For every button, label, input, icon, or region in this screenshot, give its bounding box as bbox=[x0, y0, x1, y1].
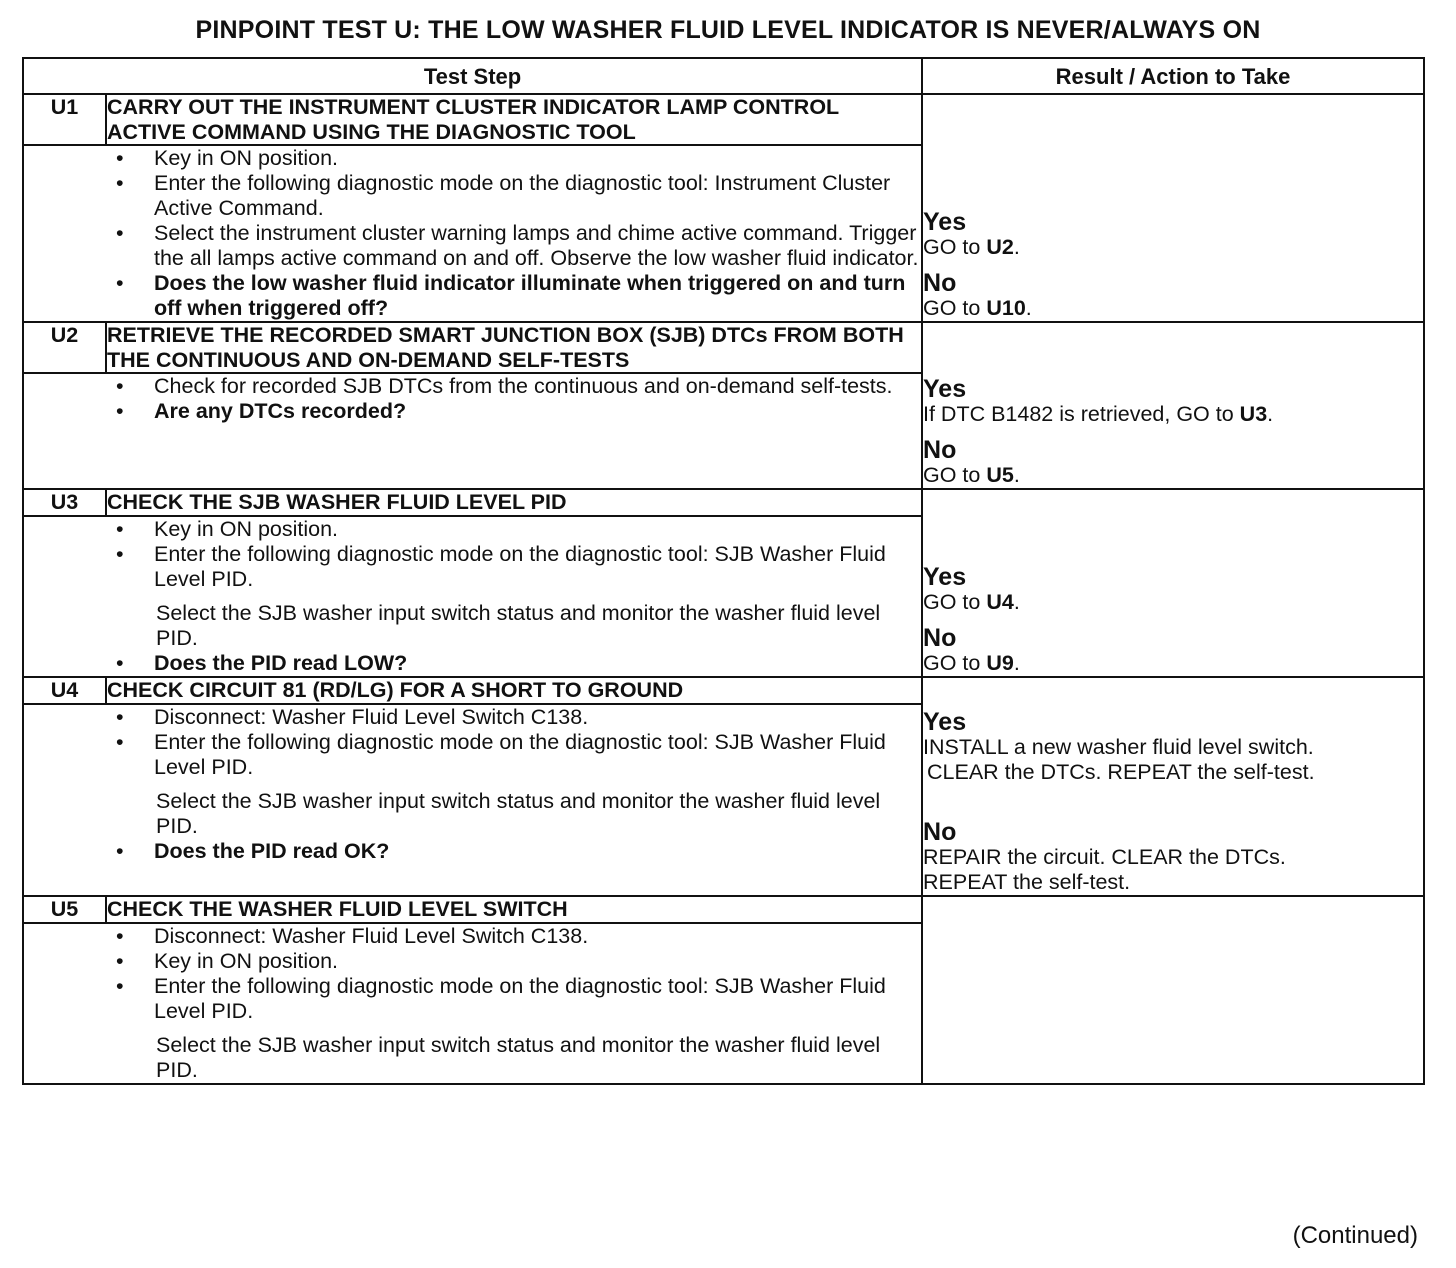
list-item: • Enter the following diagnostic mode on the diagnostic tool: SJB Washer Fluid Level PID. bbox=[116, 730, 886, 779]
step-title: CHECK THE SJB WASHER FLUID LEVEL PID bbox=[106, 489, 922, 516]
step-u5-result bbox=[922, 896, 1424, 1084]
step-id: U1 bbox=[23, 94, 106, 145]
list-item: • Select the instrument cluster warning lamps and chime active command. Trigger the all lamps active command on and off. Observe the low washer fluid indicator. bbox=[116, 221, 919, 270]
no-action-line: REPAIR the circuit. CLEAR the DTCs. bbox=[923, 845, 1286, 869]
step-body bbox=[23, 923, 922, 1084]
yes-action-line: INSTALL a new washer fluid level switch. bbox=[923, 735, 1314, 759]
list-item: • Disconnect: Washer Fluid Level Switch C138. bbox=[116, 705, 589, 729]
no-action-line: REPEAT the self-test. bbox=[923, 870, 1131, 894]
yes-action-line: CLEAR the DTCs. REPEAT the self-test. bbox=[927, 760, 1315, 784]
list-item: • Key in ON position. bbox=[116, 146, 339, 170]
step-body bbox=[23, 516, 922, 677]
yes-action: GO to U4. bbox=[923, 590, 1020, 614]
list-item: • Check for recorded SJB DTCs from the continuous and on-demand self-tests. bbox=[116, 374, 893, 398]
step-id: U3 bbox=[23, 489, 106, 516]
list-item: • Enter the following diagnostic mode on the diagnostic tool: Instrument Cluster Active Command. bbox=[116, 171, 891, 220]
step-body bbox=[23, 704, 922, 896]
list-item: • Key in ON position. bbox=[116, 949, 339, 973]
step-u2-result bbox=[922, 322, 1424, 489]
step-continuation: Select the SJB washer input switch status and monitor the washer fluid level PID. bbox=[156, 601, 881, 650]
no-label: No bbox=[923, 436, 957, 464]
step-u1-title-row bbox=[23, 94, 1424, 145]
yes-label: Yes bbox=[923, 375, 967, 403]
page-title: PINPOINT TEST U: THE LOW WASHER FLUID LEVEL INDICATOR IS NEVER/ALWAYS ON bbox=[195, 16, 1261, 44]
pinpoint-test-table bbox=[22, 57, 1425, 1085]
header-test-step: Test Step bbox=[23, 58, 922, 94]
list-item: • Disconnect: Washer Fluid Level Switch C138. bbox=[116, 924, 589, 948]
list-item: • Enter the following diagnostic mode on the diagnostic tool: SJB Washer Fluid Level PID. bbox=[116, 974, 886, 1023]
step-title: CARRY OUT THE INSTRUMENT CLUSTER INDICATOR LAMP CONTROL ACTIVE COMMAND USING THE DIAGNOSTIC TOOL bbox=[106, 94, 922, 145]
table-header-row bbox=[23, 58, 1424, 94]
step-id: U4 bbox=[23, 677, 106, 704]
yes-action: If DTC B1482 is retrieved, GO to U3. bbox=[923, 402, 1274, 426]
step-title: RETRIEVE THE RECORDED SMART JUNCTION BOX (SJB) DTCs FROM BOTH THE CONTINUOUS AND ON-DEMAND SELF-TESTS bbox=[106, 322, 922, 373]
header-result-action: Result / Action to Take bbox=[922, 58, 1424, 94]
list-item: • Does the PID read LOW? bbox=[116, 651, 408, 675]
no-label: No bbox=[923, 624, 957, 652]
yes-action: GO to U2. bbox=[923, 235, 1020, 259]
yes-label: Yes bbox=[923, 708, 967, 736]
step-body bbox=[23, 373, 922, 489]
step-u2-title-row bbox=[23, 322, 1424, 373]
step-u3-result bbox=[922, 489, 1424, 677]
no-action: GO to U9. bbox=[923, 651, 1020, 675]
step-title: CHECK THE WASHER FLUID LEVEL SWITCH bbox=[106, 896, 922, 923]
step-continuation: Select the SJB washer input switch status and monitor the washer fluid level PID. bbox=[156, 1033, 881, 1082]
step-id: U2 bbox=[23, 322, 106, 373]
list-item: • Does the low washer fluid indicator illuminate when triggered on and turn off when triggered off? bbox=[116, 271, 906, 320]
no-action: GO to U5. bbox=[923, 463, 1020, 487]
yes-label: Yes bbox=[923, 563, 967, 591]
step-u4-title-row bbox=[23, 677, 1424, 704]
continued-note: (Continued) bbox=[1292, 1222, 1418, 1249]
list-item: • Are any DTCs recorded? bbox=[116, 399, 407, 423]
list-item: • Does the PID read OK? bbox=[116, 839, 390, 863]
list-item: • Key in ON position. bbox=[116, 517, 339, 541]
no-action: GO to U10. bbox=[923, 296, 1032, 320]
no-label: No bbox=[923, 818, 957, 846]
step-u3-title-row bbox=[23, 489, 1424, 516]
no-label: No bbox=[923, 269, 957, 297]
step-body bbox=[23, 145, 922, 322]
step-title: CHECK CIRCUIT 81 (RD/LG) FOR A SHORT TO GROUND bbox=[106, 677, 922, 704]
step-u4-result bbox=[922, 677, 1424, 896]
yes-label: Yes bbox=[923, 208, 967, 236]
step-id: U5 bbox=[23, 896, 106, 923]
step-u5-title-row bbox=[23, 896, 1424, 923]
step-u1-result bbox=[922, 94, 1424, 322]
step-continuation: Select the SJB washer input switch status and monitor the washer fluid level PID. bbox=[156, 789, 881, 838]
list-item: • Enter the following diagnostic mode on the diagnostic tool: SJB Washer Fluid Level PID. bbox=[116, 542, 886, 591]
